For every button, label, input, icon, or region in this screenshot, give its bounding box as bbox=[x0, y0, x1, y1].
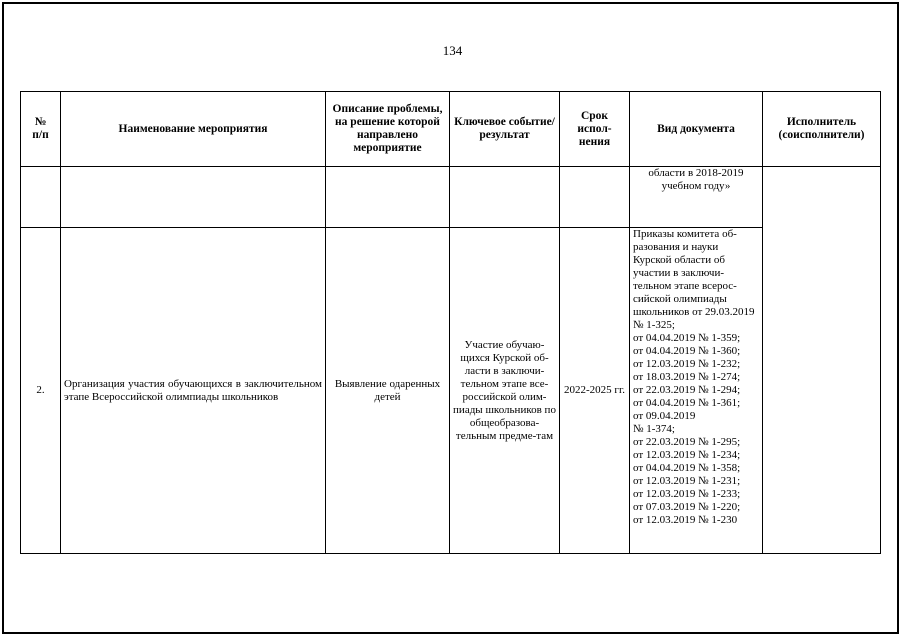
row-name-cell: Организация участия обучающихся в заключительном этапе Всероссийской олимпиады школьников bbox=[61, 228, 326, 554]
row-problem-cell: Выявление одаренных детей bbox=[326, 228, 450, 554]
cont-num-cell bbox=[21, 167, 61, 228]
exec-cell bbox=[763, 167, 881, 554]
header-event: Ключевое событие/ результат bbox=[450, 92, 560, 167]
row-event-cell: Участие обучаю-щихся Курской об-ласти в заключи-тельном этапе все-российской олим-пиады школьников по общеобразова-тельным предме-там bbox=[450, 228, 560, 554]
header-exec: Исполнитель (соисполнители) bbox=[763, 92, 881, 167]
cont-term-cell bbox=[560, 167, 630, 228]
table-row bbox=[21, 228, 881, 554]
header-name: Наименование мероприятия bbox=[61, 92, 326, 167]
row-num-cell: 2. bbox=[21, 228, 61, 554]
table-row-continuation bbox=[21, 167, 881, 228]
table-header-row bbox=[21, 92, 881, 167]
header-num: № п/п bbox=[21, 92, 61, 167]
cont-name-cell bbox=[61, 167, 326, 228]
row-term-cell: 2022-2025 гг. bbox=[560, 228, 630, 554]
page-number: 134 bbox=[442, 43, 463, 58]
header-term: Срок испол-нения bbox=[560, 92, 630, 167]
header-doc: Вид документа bbox=[630, 92, 763, 167]
row-doc-cell: Приказы комитета об-разования и науки Курской области об участии в заключи-тельном этапе всерос-сийской олимпиады школьников от 29.03.2019 № 1-325; от 04.04.2019 № 1-359; от 04.04.2019 № 1-360; от 12.03.2019 № 1-232; от 18.03.2019 № 1-274; от 22.03.2019 № 1-294; от 04.04.2019 № 1-361; от 09.04.2019 № 1-374; от 22.03.2019 № 1-295; от 12.03.2019 № 1-234; от 04.04.2019 № 1-358; от 12.03.2019 № 1-231; от 12.03.2019 № 1-233; от 07.03.2019 № 1-220; от 12.03.2019 № 1-230 bbox=[630, 228, 763, 554]
header-problem: Описание проблемы, на решение которой направлено мероприятие bbox=[326, 92, 450, 167]
cont-event-cell bbox=[450, 167, 560, 228]
document-table bbox=[20, 91, 881, 554]
cont-problem-cell bbox=[326, 167, 450, 228]
cont-doc-cell: области в 2018-2019 учебном году» bbox=[630, 167, 763, 228]
